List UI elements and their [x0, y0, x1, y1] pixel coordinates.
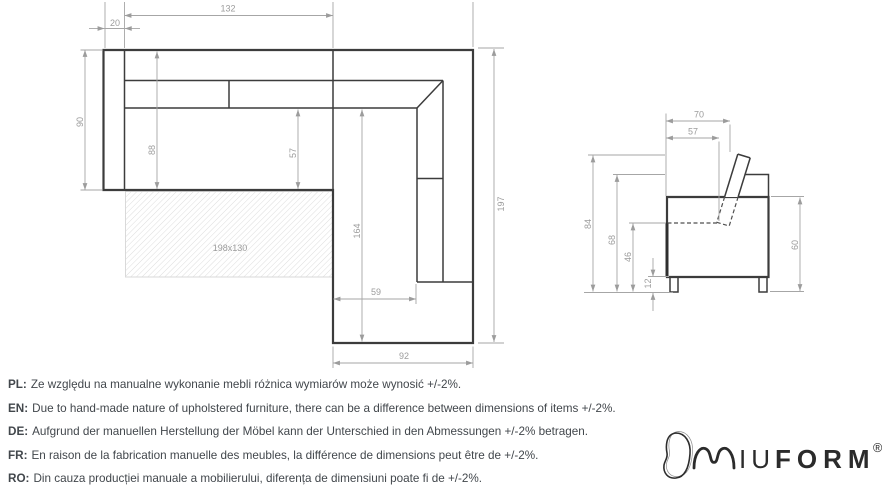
dim-seat-height-label: 46: [623, 251, 633, 263]
sofa-leg: [759, 277, 767, 292]
logo-registered-mark: ®: [873, 441, 883, 455]
dim-leg-height-label: 12: [643, 278, 653, 289]
bed-area-hatch: [126, 192, 333, 278]
dim-seat-depth-label: 57: [288, 147, 298, 159]
dim-depth-label: 90: [75, 116, 85, 128]
dim-chaise-width-label: 92: [398, 351, 410, 361]
side-view: [583, 110, 804, 312]
top-view: [75, 2, 506, 368]
logo-text-form: FORM: [775, 444, 876, 474]
dim-armrest-width-label: 20: [109, 18, 121, 28]
logo-bean-icon: [664, 432, 693, 479]
dim-chaise-length-label: 164: [352, 223, 362, 239]
note-text: Aufgrund der manuellen Herstellung der Möbel kann der Unterschied in den Abmessungen +/-2% betragen.: [32, 425, 588, 439]
note-lang-label: FR:: [8, 448, 28, 462]
bed-size-label: 198x130: [212, 243, 248, 253]
logo-text-iu: IU: [739, 444, 775, 474]
note-text: Din cauza producției manuale a mobilierului, diferența de dimensiuni poate fi de +/-2%.: [33, 472, 483, 486]
side-view-dimensions: [583, 110, 804, 312]
note-text: Due to hand-made nature of upholstered furniture, there can be a difference between dimensions of items +/-2%.: [32, 401, 616, 415]
tolerance-notes: [8, 373, 616, 491]
top-view-dimensions: [75, 2, 506, 368]
dim-total-height-label: 84: [583, 218, 593, 230]
note-lang-label: DE:: [8, 425, 29, 439]
dim-inner-depth-label: 88: [147, 144, 157, 156]
note-text: En raison de la fabrication manuelle des meubles, la différence de dimensions peut être de +/-2%.: [31, 448, 539, 462]
note-line-ro: [8, 467, 616, 491]
dim-side-height-label: 60: [790, 239, 800, 251]
note-lang-label: RO:: [8, 472, 30, 486]
dim-seat-width-label: 132: [220, 3, 236, 14]
note-lang-label: EN:: [8, 401, 29, 415]
note-line-de: [8, 420, 616, 444]
dim-back-height-label: 68: [607, 234, 617, 246]
note-line-pl: [8, 373, 616, 397]
dim-seat-top-width-label: 57: [687, 126, 699, 137]
note-line-en: [8, 397, 616, 421]
dim-total-length-label: 197: [496, 196, 506, 212]
note-lang-label: PL:: [8, 378, 27, 391]
note-line-fr: [8, 444, 616, 468]
logo-m-glyph: [694, 448, 734, 468]
dim-chaise-seat-width-label: 59: [370, 287, 382, 297]
headrest: [717, 154, 750, 226]
note-text: Ze względu na manualne wykonanie mebli różnica wymiarów może wynosić +/-2%.: [30, 378, 462, 391]
dim-top-width-label: 70: [693, 109, 705, 120]
sofa-leg: [670, 277, 678, 292]
side-view-outline: [667, 154, 769, 292]
miuform-logo: [655, 425, 890, 500]
